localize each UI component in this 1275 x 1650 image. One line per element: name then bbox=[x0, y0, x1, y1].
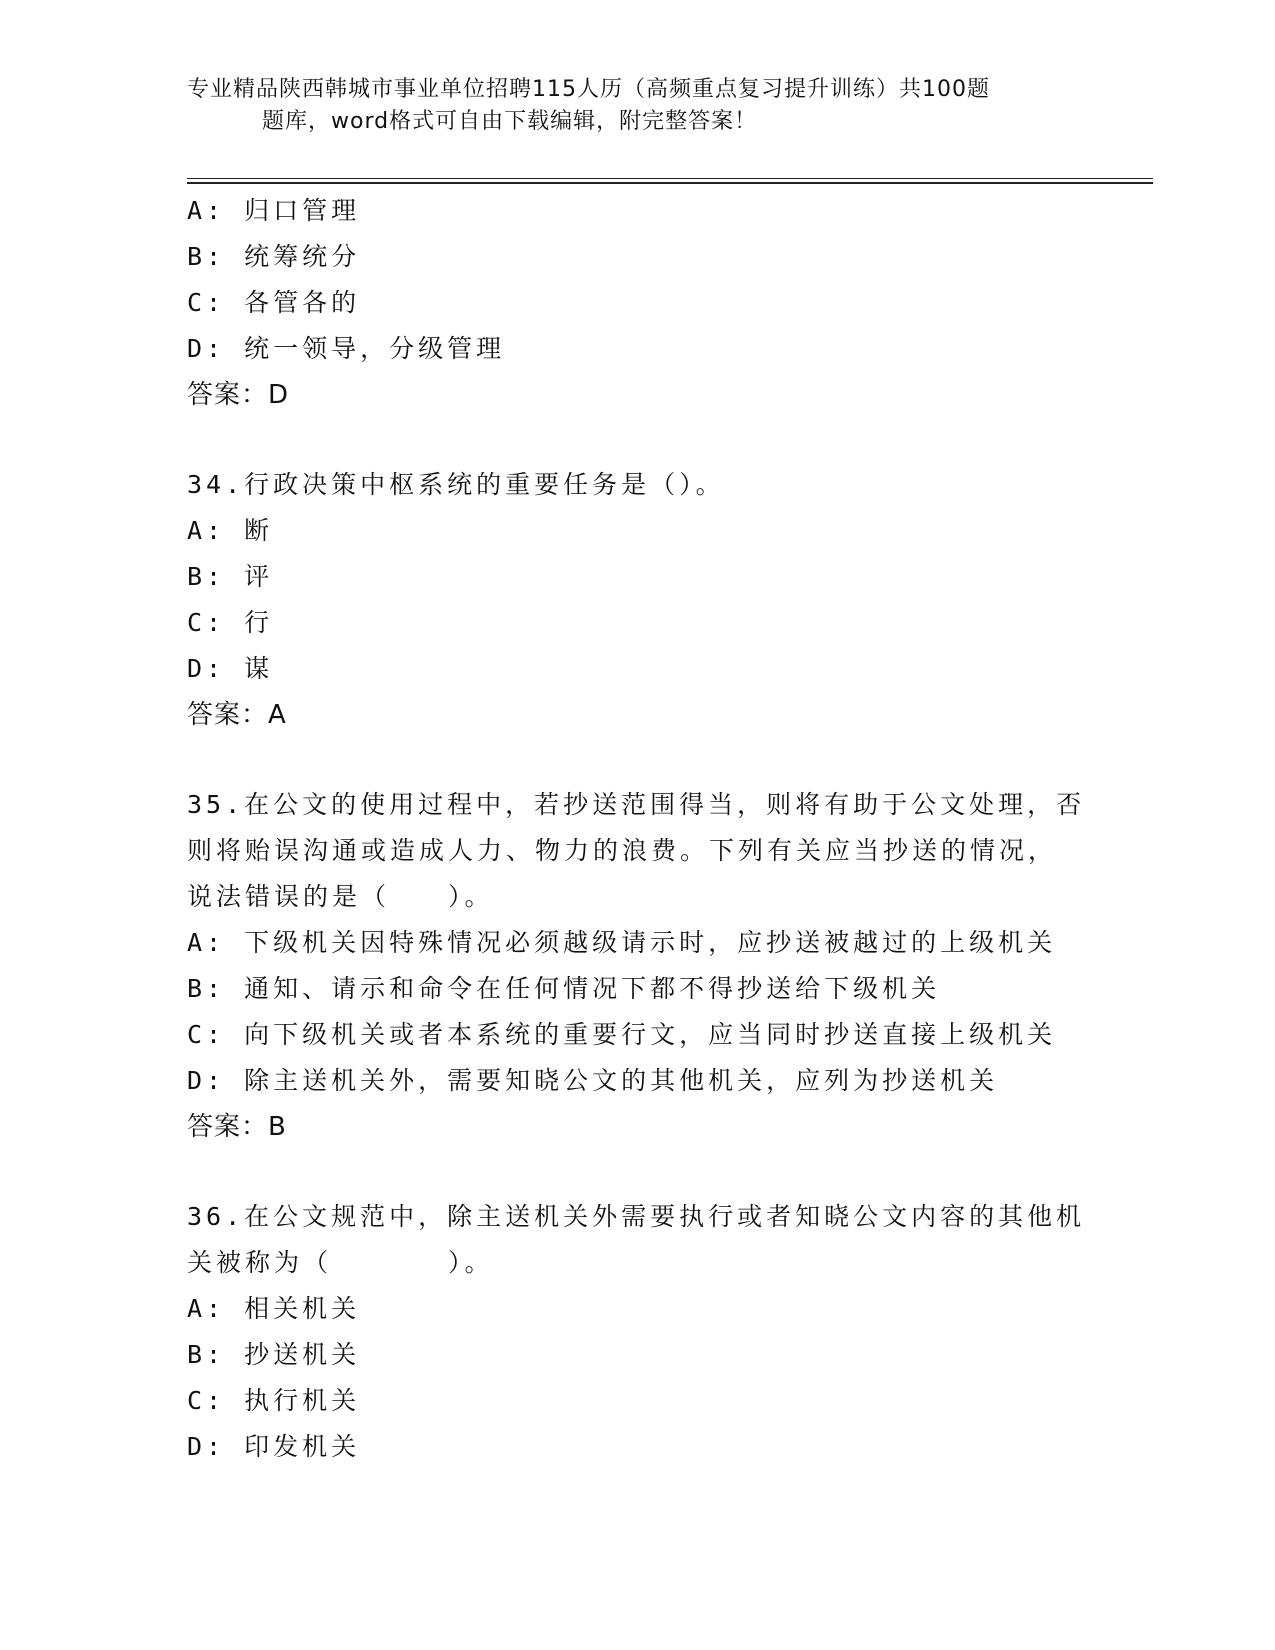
option-c: C: 各管各的 bbox=[187, 288, 361, 317]
answer-line: 答案：A bbox=[187, 700, 287, 730]
header-title-line-1: 专业精品陕西韩城市事业单位招聘115人历（高频重点复习提升训练）共100题 bbox=[187, 77, 990, 102]
question-text-line-2: 关被称为（ ）。 bbox=[187, 1248, 494, 1277]
option-d: D: 印发机关 bbox=[187, 1432, 361, 1461]
option-b: B: 统筹统分 bbox=[187, 242, 361, 271]
answer-line: 答案：D bbox=[187, 380, 290, 410]
spacer bbox=[187, 738, 1087, 782]
question-text: 34.行政决策中枢系统的重要任务是（）。 bbox=[187, 470, 725, 499]
answer-line: 答案：B bbox=[187, 1112, 287, 1142]
question-block-36 bbox=[187, 1194, 1087, 1470]
option-b: B: 通知、请示和命令在任何情况下都不得抄送给下级机关 bbox=[187, 974, 941, 1003]
option-d: D: 谋 bbox=[187, 654, 274, 683]
question-block-33 bbox=[187, 188, 1087, 418]
option-d: D: 除主送机关外，需要知晓公文的其他机关，应列为抄送机关 bbox=[187, 1066, 999, 1095]
option-b: B: 抄送机关 bbox=[187, 1340, 361, 1369]
header-divider-thick bbox=[187, 182, 1153, 184]
document-body bbox=[187, 188, 1087, 1470]
option-a: A: 下级机关因特殊情况必须越级请示时，应抄送被越过的上级机关 bbox=[187, 928, 1057, 957]
option-d: D: 统一领导，分级管理 bbox=[187, 334, 506, 363]
option-c: C: 向下级机关或者本系统的重要行文，应当同时抄送直接上级机关 bbox=[187, 1020, 1057, 1049]
option-a: A: 归口管理 bbox=[187, 196, 361, 225]
spacer bbox=[187, 1150, 1087, 1194]
question-text-line-3: 说法错误的是（ ）。 bbox=[187, 882, 494, 911]
option-a: A: 断 bbox=[187, 516, 274, 545]
question-text-line-1: 36.在公文规范中，除主送机关外需要执行或者知晓公文内容的其他机 bbox=[187, 1202, 1086, 1231]
option-c: C: 执行机关 bbox=[187, 1386, 361, 1415]
question-block-34 bbox=[187, 462, 1087, 738]
question-text-line-2: 则将贻误沟通或造成人力、物力的浪费。下列有关应当抄送的情况， bbox=[187, 836, 1058, 865]
question-block-35 bbox=[187, 782, 1087, 1150]
question-text-line-1: 35.在公文的使用过程中，若抄送范围得当，则将有助于公文处理，否 bbox=[187, 790, 1086, 819]
spacer bbox=[187, 418, 1087, 462]
header-title-line-2: 题库，word格式可自由下载编辑，附完整答案！ bbox=[262, 109, 758, 134]
option-a: A: 相关机关 bbox=[187, 1294, 361, 1323]
header-divider-thin bbox=[187, 178, 1153, 179]
document-header bbox=[187, 74, 1067, 138]
option-b: B: 评 bbox=[187, 562, 274, 591]
option-c: C: 行 bbox=[187, 608, 274, 637]
